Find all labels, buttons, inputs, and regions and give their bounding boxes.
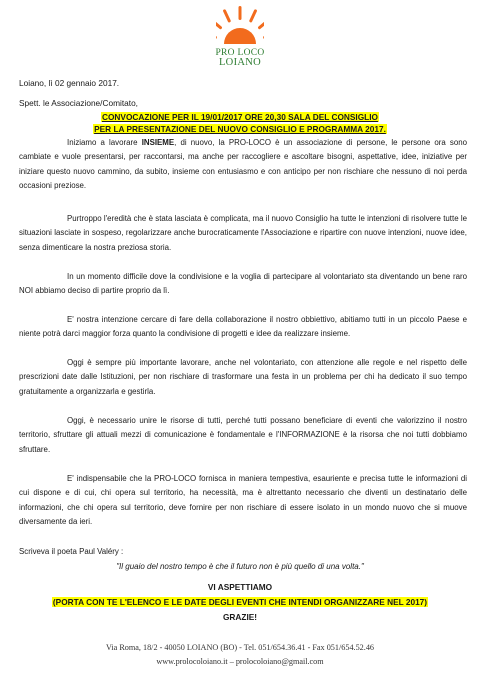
- quote: "Il guaio del nostro tempo è che il futuro non è più quello di una volta.": [116, 562, 364, 571]
- footer-web: www.prolocoloiano.it – prolocoloiano@gmail.com: [156, 657, 324, 666]
- paragraph-5: Oggi è sempre più importante lavorare, anche nel volontariato, con attenzione alle regole e nel rispetto delle prescrizioni date dalle Istituzioni, per non rischiare di trasformare una festa in un problema per chi ha dedicato il suo tempo gratuitamente a organizzarla e gestirla.: [19, 358, 467, 396]
- paragraph-7: E' indispensabile che la PRO-LOCO fornisca in maniera tempestiva, esauriente e precisa tutte le informazioni di cui dispone e di cui, chi opera sul territorio, ha necessità, ma è altrettanto necessario che diventi un destinatario delle informazioni, che chi opera sul territorio, deve fornire per non rischiare di essere isolato in un mondo nuovo che si muove diversamente da ieri.: [19, 474, 467, 527]
- paragraph-6: Oggi, è necessario unire le risorse di tutti, perché tutti possano beneficiare di eventi che valorizzino il nostro territorio, sfruttare gli attuali mezzi di comunicazione è fondamentale e l'INFORMAZIONE è la risorsa che noi tutti dobbiamo sfruttare.: [19, 416, 467, 454]
- closing-request: (PORTA CON TE L'ELENCO E LE DATE DEGLI EVENTI CHE INTENDI ORGANIZZARE NEL 2017): [52, 597, 428, 607]
- subject-line-1: CONVOCAZIONE PER IL 19/01/2017 ORE 20,30 SALA DEL CONSIGLIO: [101, 112, 379, 122]
- paragraph-2: Purtroppo l'eredità che è stata lasciata è complicata, ma il nuovo Consiglio ha tutte le intenzioni di risolvere tutte le situazioni lasciate in sospeso, regolarizzare anche burocraticamente l'Associazione e ripartire con nuove intenzioni, nuove idee, senza dimenticare la nostra preziosa storia.: [19, 214, 467, 252]
- pro-loco-logo: [0, 4, 480, 68]
- paragraph-8: Scriveva il poeta Paul Valéry :: [19, 547, 124, 556]
- subject-line-2: PER LA PRESENTAZIONE DEL NUOVO CONSIGLIO E PROGRAMMA 2017.: [94, 124, 386, 134]
- paragraph-3: In un momento difficile dove la condivisione e la voglia di partecipare al volontariato sta diventando un bene raro NOI abbiamo deciso di partire proprio da lì.: [19, 272, 467, 296]
- sun-icon: [216, 4, 264, 48]
- paragraph-4: E' nostra intenzione cercare di fare della collaborazione il nostro obbiettivo, abitiamo tutti in un piccolo Paese e niente potrà darci maggior forza quanto la condivisione di progetti e idee da realizzare insieme.: [19, 315, 467, 339]
- logo-line-1: PRO LOCO: [215, 48, 265, 58]
- logo-line-2: LOIANO: [218, 57, 262, 68]
- place-date: Loiano, lì 02 gennaio 2017.: [19, 78, 120, 88]
- addressee: Spett. le Associazione/Comitato,: [19, 98, 138, 108]
- closing-invite: VI ASPETTIAMO: [207, 582, 273, 592]
- closing-thanks: GRAZIE!: [222, 612, 258, 622]
- paragraph-1: Iniziamo a lavorare INSIEME, di nuovo, la PRO-LOCO è un associazione di persone, le persone ora sono cambiate e vuole presentarsi, per raccontarsi, ma anche per raccogliere e ascoltare bisogni, aspettative, idee, iniziative per iniziare questo nuovo cammino, da subito, insieme con entusiasmo e con anticipo per non rischiare che nessuno di noi perda occasioni preziose.: [19, 138, 468, 191]
- footer-address: Via Roma, 18/2 - 40050 LOIANO (BO) - Tel. 051/654.36.41 - Fax 051/654.52.46: [105, 643, 375, 652]
